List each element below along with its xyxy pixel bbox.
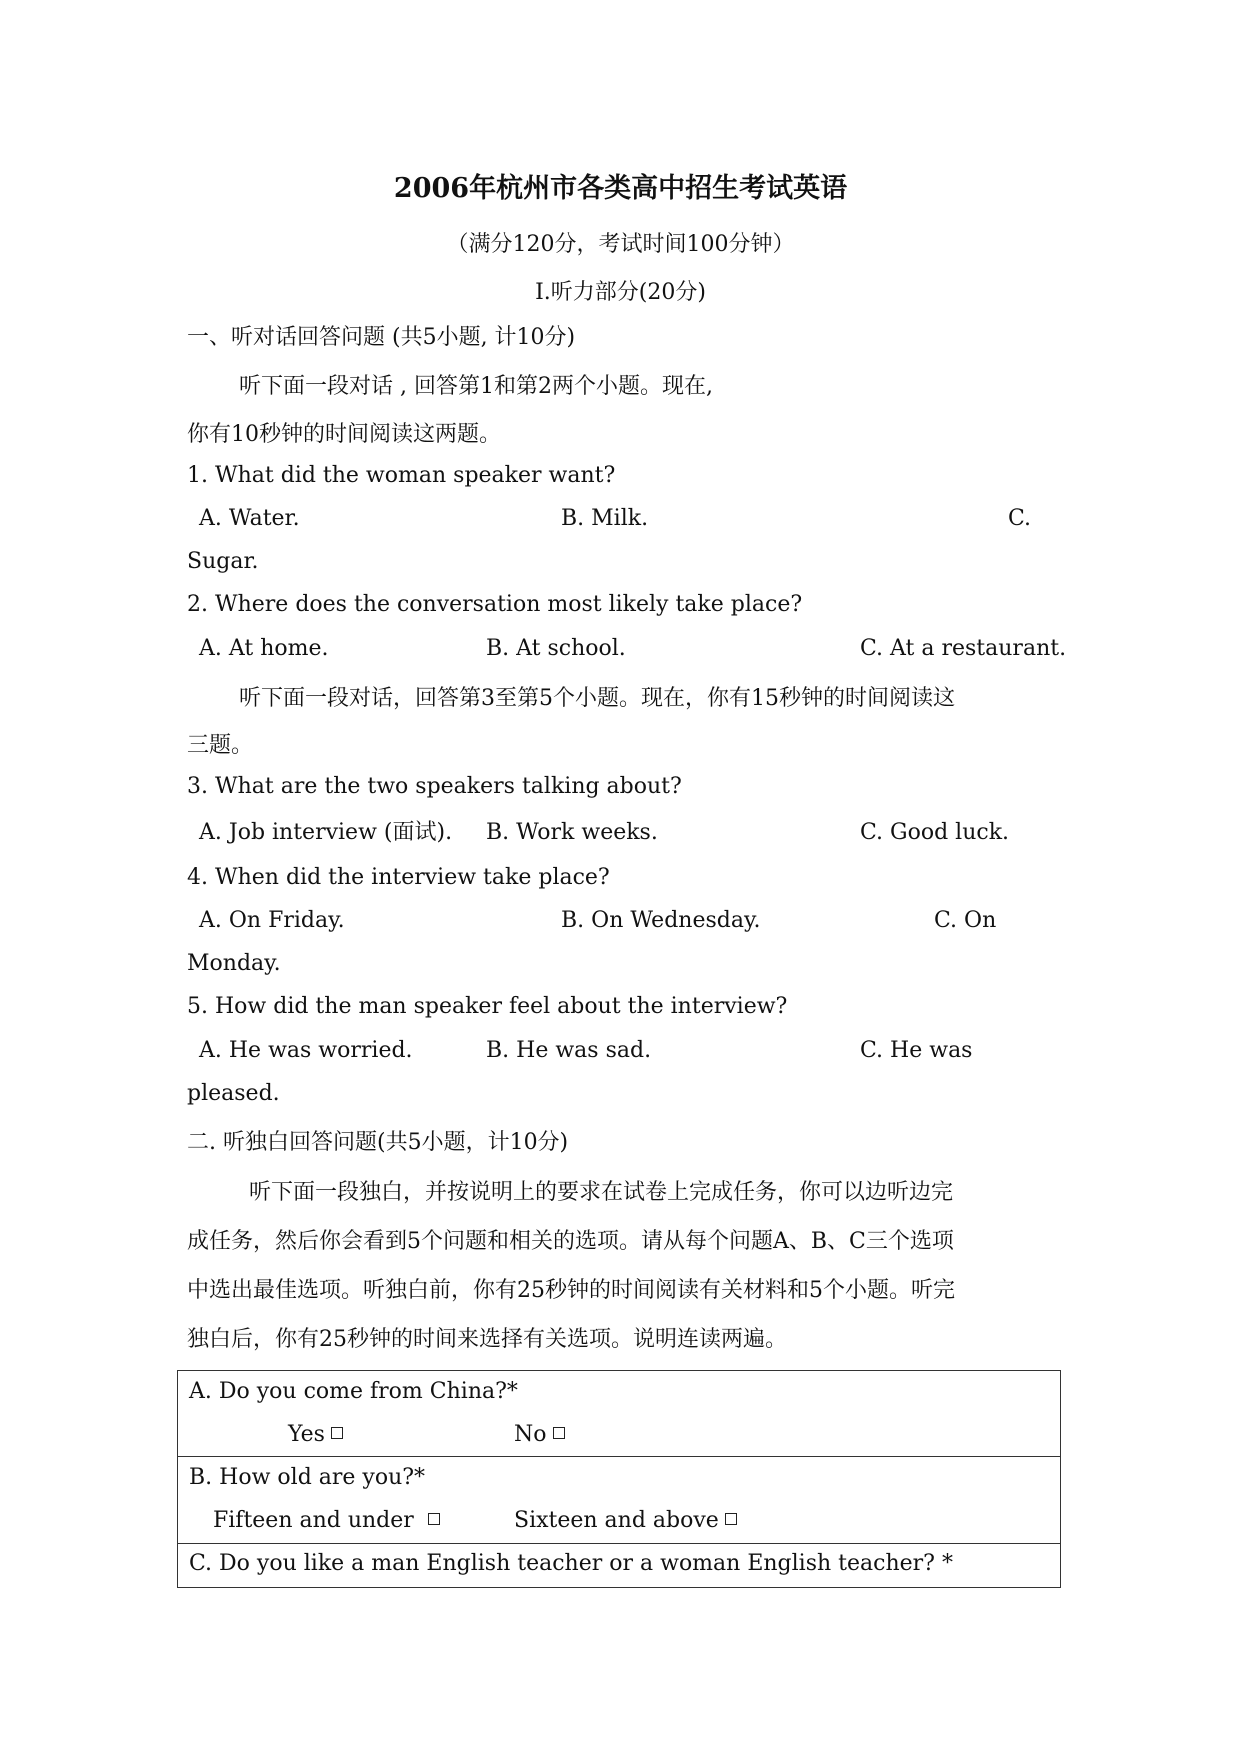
survey-option-no[interactable] xyxy=(514,1420,565,1450)
q2-option-b: B. At school. xyxy=(486,636,626,661)
q4-option-a: A. On Friday. xyxy=(199,908,345,933)
q3-option-a: A. Job interview (面试). xyxy=(199,820,453,845)
survey-row-c xyxy=(178,1544,1060,1587)
q5-option-b: B. He was sad. xyxy=(486,1038,652,1063)
section2-heading: 二. 听独白回答问题(共5小题，计10分) xyxy=(187,1130,569,1155)
q2-option-a: A. At home. xyxy=(199,636,329,661)
section2-instructions-line2: 成任务，然后你会看到5个问题和相关的选项。请从每个问题A、B、C三个选项 xyxy=(187,1229,954,1254)
q1-option-a: A. Water. xyxy=(199,506,300,531)
question-4: 4. When did the interview take place? xyxy=(187,865,610,890)
part-heading: I.听力部分(20分) xyxy=(535,280,706,305)
checkbox-icon[interactable] xyxy=(331,1427,343,1439)
q4-option-b: B. On Wednesday. xyxy=(561,908,761,933)
q5-option-c-cont: pleased. xyxy=(187,1081,280,1106)
q4-option-c: C. On xyxy=(934,908,997,933)
q1-option-c: C. xyxy=(1008,506,1032,531)
q1-option-c-cont: Sugar. xyxy=(187,549,259,574)
checkbox-icon[interactable] xyxy=(725,1513,737,1525)
section1-intro2-line1: 听下面一段对话，回答第3至第5个小题。现在，你有15秒钟的时间阅读这 xyxy=(239,686,955,711)
survey-option-yes[interactable] xyxy=(288,1420,343,1450)
survey-question-a: A. Do you come from China?* xyxy=(189,1379,518,1404)
question-1: 1. What did the woman speaker want? xyxy=(187,463,616,488)
section1-heading: 一、听对话回答问题 (共5小题, 计10分) xyxy=(187,325,576,350)
survey-question-b: B. How old are you?* xyxy=(189,1465,426,1490)
q5-option-c: C. He was xyxy=(860,1038,973,1063)
q2-option-c: C. At a restaurant. xyxy=(860,636,1067,661)
survey-option-fifteen-under[interactable] xyxy=(213,1506,440,1536)
section2-instructions-line1: 听下面一段独白，并按说明上的要求在试卷上完成任务，你可以边听边完 xyxy=(249,1180,954,1205)
q3-option-b: B. Work weeks. xyxy=(486,820,658,845)
survey-option-sixteen-above[interactable] xyxy=(514,1506,737,1536)
section1-intro2-line2: 三题。 xyxy=(187,733,254,758)
q4-option-c-cont: Monday. xyxy=(187,951,281,976)
survey-table xyxy=(177,1370,1061,1588)
question-3: 3. What are the two speakers talking about? xyxy=(187,774,682,799)
section1-intro1-line1: 听下面一段对话 , 回答第1和第2两个小题。现在, xyxy=(239,374,713,399)
survey-question-c: C. Do you like a man English teacher or a woman English teacher? * xyxy=(189,1551,953,1576)
document-title: 2006年杭州市各类高中招生考试英语 xyxy=(393,173,848,204)
survey-option-fifteen-under-label: Fifteen and under xyxy=(213,1508,414,1533)
survey-option-yes-label: Yes xyxy=(288,1422,325,1447)
section2-instructions-line3: 中选出最佳选项。听独白前，你有25秒钟的时间阅读有关材料和5个小题。听完 xyxy=(187,1278,955,1303)
q3-option-c: C. Good luck. xyxy=(860,820,1010,845)
checkbox-icon[interactable] xyxy=(553,1427,565,1439)
q5-option-a: A. He was worried. xyxy=(199,1038,413,1063)
survey-option-no-label: No xyxy=(514,1422,547,1447)
question-2: 2. Where does the conversation most likely take place? xyxy=(187,592,803,617)
checkbox-icon[interactable] xyxy=(428,1513,440,1525)
survey-row-b xyxy=(178,1457,1060,1544)
question-5: 5. How did the man speaker feel about the interview? xyxy=(187,994,788,1019)
section2-instructions-line4: 独白后，你有25秒钟的时间来选择有关选项。说明连读两遍。 xyxy=(187,1327,787,1352)
survey-option-sixteen-above-label: Sixteen and above xyxy=(514,1508,719,1533)
document-subtitle: （满分120分，考试时间100分钟） xyxy=(446,232,795,257)
section1-intro1-line2: 你有10秒钟的时间阅读这两题。 xyxy=(187,422,501,447)
survey-row-a xyxy=(178,1371,1060,1457)
q1-option-b: B. Milk. xyxy=(561,506,649,531)
